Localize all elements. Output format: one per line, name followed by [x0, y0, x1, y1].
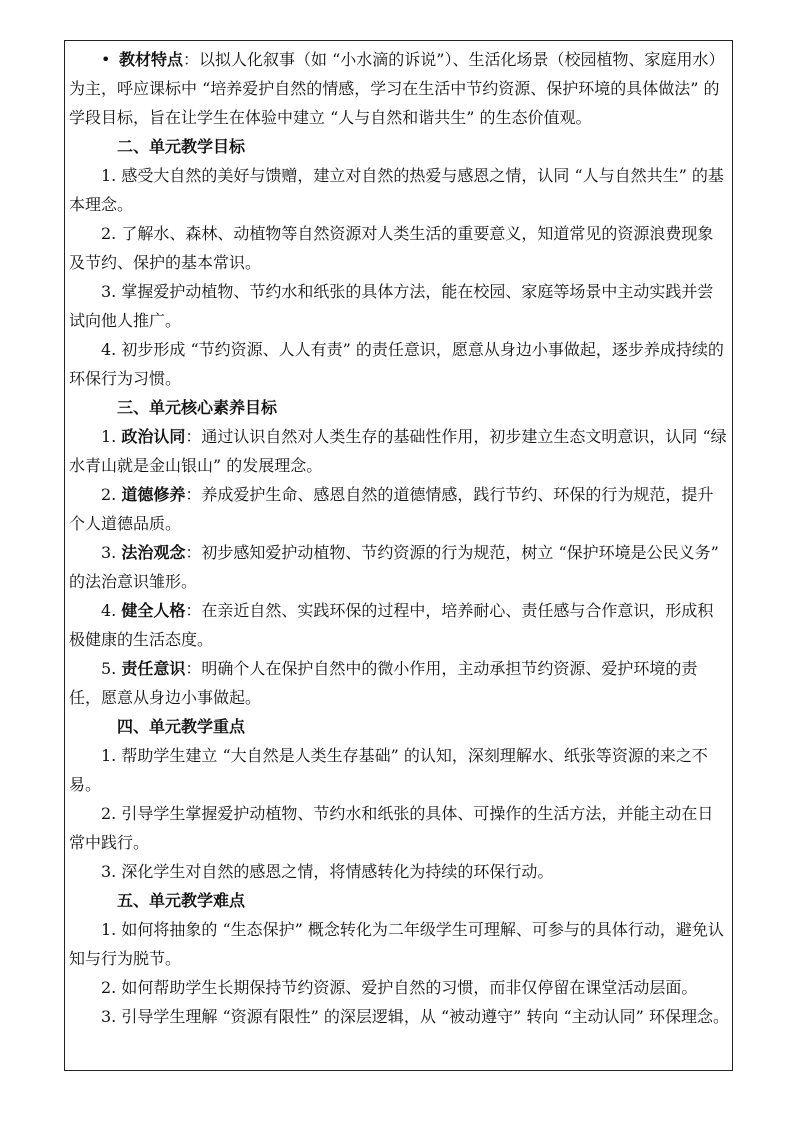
item-label: 健全人格: [121, 601, 186, 620]
item-label: 政治认同: [121, 427, 186, 446]
core-literacy-item: [69, 596, 729, 654]
item-label: 法治观念: [121, 543, 186, 562]
item-number: 3.: [101, 543, 122, 562]
item-text: ：养成爱护生命、感恩自然的道德情感，践行节约、环保的行为规范，提升个人道德品质。: [69, 485, 714, 533]
item-number: 4.: [101, 601, 122, 620]
key-point-item: 3. 深化学生对自然的感恩之情，将情感转化为持续的环保行动。: [101, 862, 554, 881]
textbook-features-paragraph: [69, 45, 729, 132]
teaching-goal-item: 3. 掌握爱护动植物、节约水和纸张的具体方法，能在校园、家庭等场景中主动实践并尝试向他人推广。: [69, 282, 714, 330]
key-point-item: 2. 引导学生掌握爱护动植物、节约水和纸张的具体、可操作的生活方法，并能主动在日常中践行。: [69, 804, 714, 852]
difficulty-item: 2. 如何帮助学生长期保持节约资源、爱护自然的习惯，而非仅停留在课堂活动层面。: [101, 978, 698, 997]
key-point-item: 1. 帮助学生建立 “大自然是人类生存基础” 的认知，深刻理解水、纸张等资源的来之不易。: [69, 746, 708, 794]
section-heading-key-points: 四、单元教学重点: [117, 717, 246, 736]
item-text: ：初步感知爱护动植物、节约资源的行为规范，树立 “保护环境是公民义务” 的法治意识雏形。: [69, 543, 719, 591]
section-heading-core-literacy: 三、单元核心素养目标: [117, 398, 278, 417]
core-literacy-item: [69, 654, 729, 712]
document-body: [69, 45, 729, 1031]
item-label: 道德修养: [121, 485, 186, 504]
textbook-features-label: 教材特点: [119, 50, 184, 69]
core-literacy-item: [69, 422, 729, 480]
section-heading-teaching-goals: 二、单元教学目标: [117, 137, 246, 156]
item-label: 责任意识: [121, 659, 186, 678]
item-text: ：通过认识自然对人类生存的基础性作用，初步建立生态文明意识，认同 “绿水青山就是金山银山” 的发展理念。: [69, 427, 727, 475]
item-text: ：在亲近自然、实践环保的过程中，培养耐心、责任感与合作意识，形成积极健康的生活态度。: [69, 601, 714, 649]
difficulty-item: 3. 引导学生理解 “资源有限性” 的深层逻辑，从 “被动遵守” 转向 “主动认同” 环保理念。: [101, 1007, 729, 1026]
item-text: ：明确个人在保护自然中的微小作用，主动承担节约资源、爱护环境的责任，愿意从身边小事做起。: [69, 659, 698, 707]
difficulty-item: 1. 如何将抽象的 “生态保护” 概念转化为二年级学生可理解、可参与的具体行动，避免认知与行为脱节。: [69, 920, 724, 968]
teaching-goal-item: 2. 了解水、森林、动植物等自然资源对人类生活的重要意义，知道常见的资源浪费现象及节约、保护的基本常识。: [69, 224, 714, 272]
core-literacy-item: [69, 538, 729, 596]
section-heading-difficulties: 五、单元教学难点: [117, 891, 246, 910]
textbook-features-text: ：以拟人化叙事（如 “小水滴的诉说”）、生活化场景（校园植物、家庭用水）为主，呼应课标中 “培养爱护自然的情感，学习在生活中节约资源、保护环境的具体做法” 的学段目标，旨在让学生在体验中建立 “人与自然和谐共生” 的生态价值观。: [69, 50, 725, 127]
teaching-goal-item: 1. 感受大自然的美好与馈赠，建立对自然的热爱与感恩之情，认同 “人与自然共生” 的基本理念。: [69, 166, 724, 214]
item-number: 5.: [101, 659, 122, 678]
bullet-icon: •: [101, 50, 111, 69]
item-number: 1.: [101, 427, 122, 446]
item-number: 2.: [101, 485, 122, 504]
teaching-goal-item: 4. 初步形成 “节约资源、人人有责” 的责任意识，愿意从身边小事做起，逐步养成持续的环保行为习惯。: [69, 340, 724, 388]
core-literacy-item: [69, 480, 729, 538]
